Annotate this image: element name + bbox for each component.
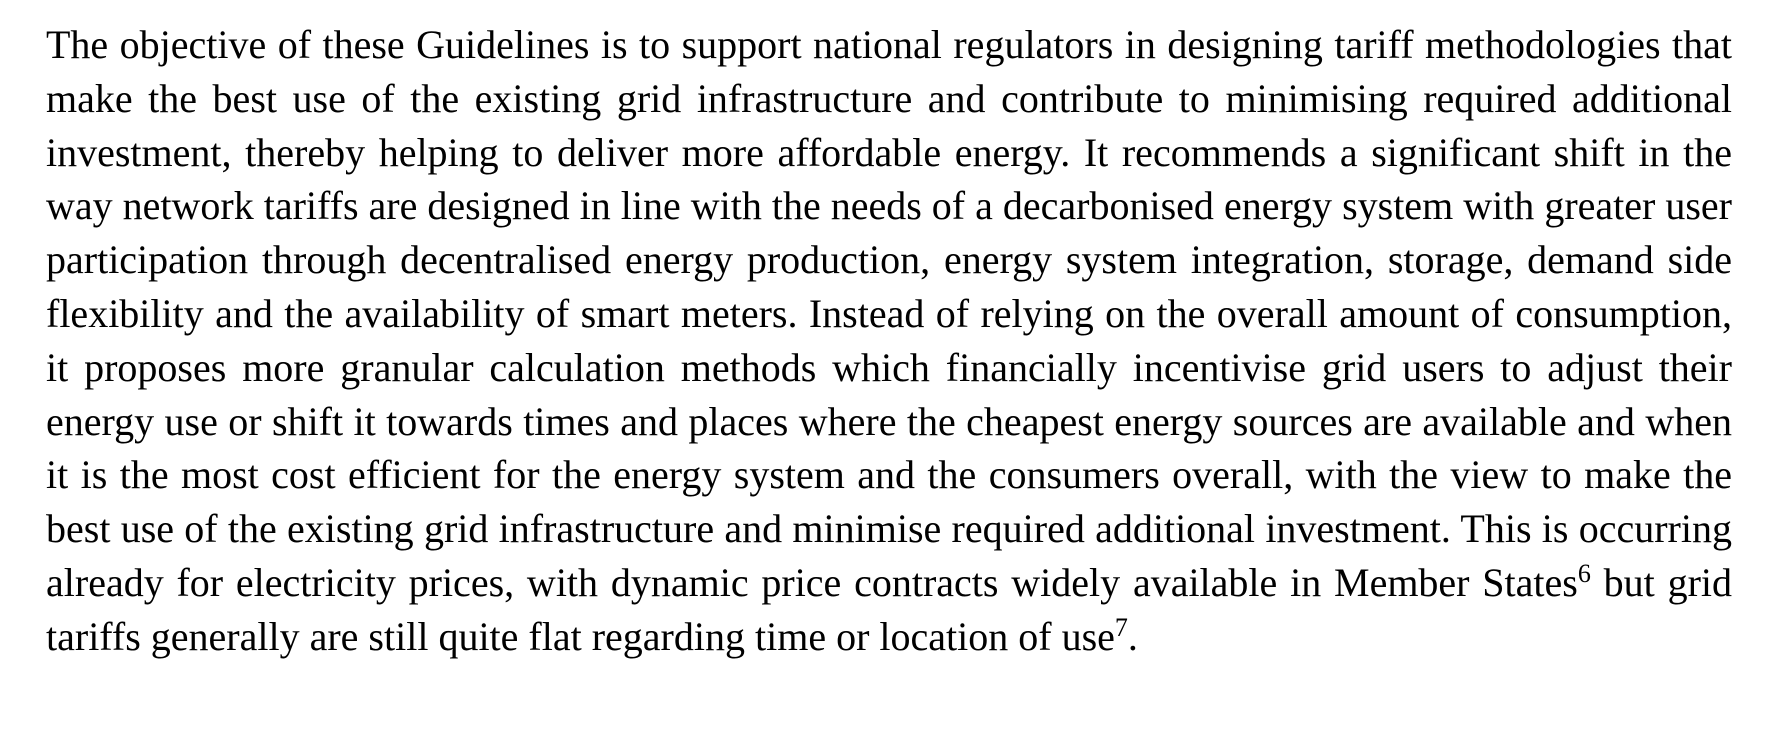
paragraph-text: but grid tariffs generally are still quite flat regarding time or location of use — [46, 559, 1732, 659]
paragraph — [46, 18, 1732, 664]
footnote-reference[interactable]: 6 — [1577, 558, 1591, 588]
paragraph-text: . — [1127, 613, 1138, 659]
footnote-reference[interactable]: 7 — [1114, 612, 1128, 642]
document-body — [46, 18, 1732, 664]
paragraph-text: The objective of these Guidelines is to support national regulators in designing tariff methodologies that make the best use of the existing grid infrastructure and contribute to minimising required additional investment, thereby helping to deliver more affordable energy. It recommends a significant shift in the way network tariffs are designed in line with the needs of a decarbonised energy system with greater user participation through decentralised energy production, energy system integration, storage, demand side flexibility and the availability of smart meters. Instead of relying on the overall amount of consumption, it proposes more granular calculation methods which financially incentivise grid users to adjust their energy use or shift it towards times and places where the cheapest energy sources are available and when it is the most cost efficient for the energy system and the consumers overall, with the view to make the best use of the existing grid infrastructure and minimise required additional investment. This is occurring already for electricity prices, with dynamic price contracts widely available in Member States — [46, 22, 1732, 605]
